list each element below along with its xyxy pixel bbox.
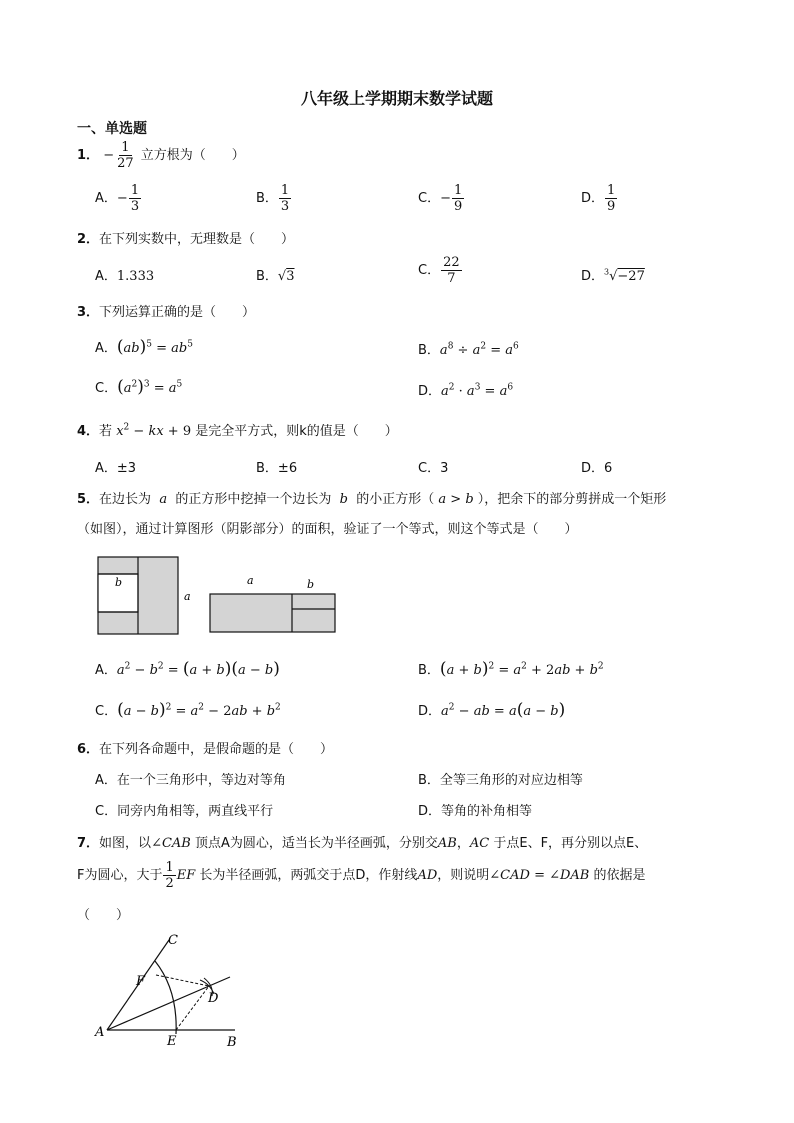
question-7-line2: F为圆心，大于 $\frac{1}{2}$ EF 长为半径画弧，两弧交于点D，作射线AD，则说明∠CAD = ∠DAB 的依据是 [77, 860, 646, 891]
question-text: 在下列实数中，无理数是（ ） [99, 232, 295, 247]
cut-rectangle [210, 594, 335, 632]
label-E: E [167, 1034, 177, 1049]
q4-option-c[interactable]: C．3 [418, 461, 449, 476]
question-6: 6．在下列各命题中，是假命题的是（ ） [77, 742, 334, 757]
q3-option-b[interactable]: B．$a^8 \div a^2 = a^6$ [418, 341, 519, 358]
q2-option-b[interactable]: B．√3 [256, 269, 295, 284]
q5-option-c[interactable]: C．$(a - b)^2 = a^2 - 2ab + b^2$ [95, 700, 281, 720]
arc-ef [155, 961, 176, 1034]
q2-option-d[interactable]: D．$^3$√−27 [581, 267, 645, 284]
label-a-square: a [184, 590, 191, 603]
label-A: A [95, 1025, 105, 1040]
section-heading: 一、单选题 [77, 121, 147, 137]
q6-option-d[interactable]: D．等角的补角相等 [418, 804, 533, 819]
q1-option-d[interactable]: D． $\frac{1}{9}$ [581, 183, 616, 214]
q4-option-b[interactable]: B．±6 [256, 461, 298, 476]
label-C: C [168, 933, 178, 948]
q3-option-c[interactable]: C．$(a^2)^3 = a^5$ [95, 377, 183, 397]
fraction: $\frac{1}{27}$ [117, 140, 134, 171]
page-title: 八年级上学期期末数学试题 [300, 89, 493, 108]
q5-option-d[interactable]: D．$a^2$ − ab = a(a − b) [418, 700, 566, 720]
label-b-square: b [115, 576, 123, 589]
q6-option-b[interactable]: B．全等三角形的对应边相等 [418, 773, 583, 788]
angle-bisector-figure [92, 930, 252, 1052]
q2-option-c[interactable]: C． $\frac{22}{7}$ [418, 255, 460, 286]
label-F: F [136, 974, 146, 989]
q6-option-a[interactable]: A．在一个三角形中，等边对等角 [95, 773, 286, 788]
q4-option-a[interactable]: A．±3 [95, 461, 137, 476]
q3-option-a[interactable]: A．$(ab)^5 = ab^5$ [95, 337, 193, 357]
question-text: 下列运算正确的是（ ） [99, 305, 256, 320]
q4-option-d[interactable]: D．6 [581, 461, 613, 476]
question-number: 1． [77, 148, 100, 163]
question-4: 4．若 $x^2$ − kx + 9 是完全平方式，则k的值是（ ） [77, 422, 398, 439]
question-5-line2: （如图），通过计算图形（阴影部分）的面积，验证了一个等式，则这个等式是（ ） [77, 522, 578, 537]
question-1 [77, 140, 245, 171]
label-B: B [227, 1035, 237, 1050]
label-a-rect: a [247, 574, 254, 587]
q2-option-a[interactable]: A．1.333 [95, 269, 155, 284]
question-7-line1: 7．如图，以∠CAB 顶点A为圆心，适当长为半径画弧，分别交AB，AC 于点E、F，再分别以点E、 [77, 836, 648, 851]
label-b-rect: b [307, 578, 315, 591]
q3-option-d[interactable]: D．$a^2 \cdot a^3 = a^6$ [418, 382, 514, 399]
q5-option-b[interactable]: B．$(a + b)^2 = a^2 + 2ab + b^2$ [418, 659, 604, 679]
question-3: 3．下列运算正确的是（ ） [77, 305, 256, 320]
square-rectangle-figure [97, 556, 339, 638]
q1-option-b[interactable]: B． $\frac{1}{3}$ [256, 183, 290, 214]
label-D: D [208, 991, 219, 1006]
question-5-line1: 5．在边长为 a 的正方形中挖掉一个边长为 b 的小正方形（ a > b ），把余下的部分剪拼成一个矩形 [77, 492, 667, 507]
q1-option-a[interactable]: A．− $\frac{1}{3}$ [95, 183, 140, 214]
q5-option-a[interactable]: A．$a^2 - b^2 = (a + b)(a - b)$ [95, 659, 280, 679]
question-text: 立方根为（ ） [140, 148, 245, 163]
minus-sign: − [103, 148, 115, 163]
question-7-line3: （ ） [77, 908, 130, 923]
question-2: 2．在下列实数中，无理数是（ ） [77, 232, 295, 247]
question-text: 在下列各命题中，是假命题的是（ ） [99, 742, 334, 757]
q1-option-c[interactable]: C．− $\frac{1}{9}$ [418, 183, 463, 214]
q6-option-c[interactable]: C．同旁内角相等，两直线平行 [95, 804, 274, 819]
